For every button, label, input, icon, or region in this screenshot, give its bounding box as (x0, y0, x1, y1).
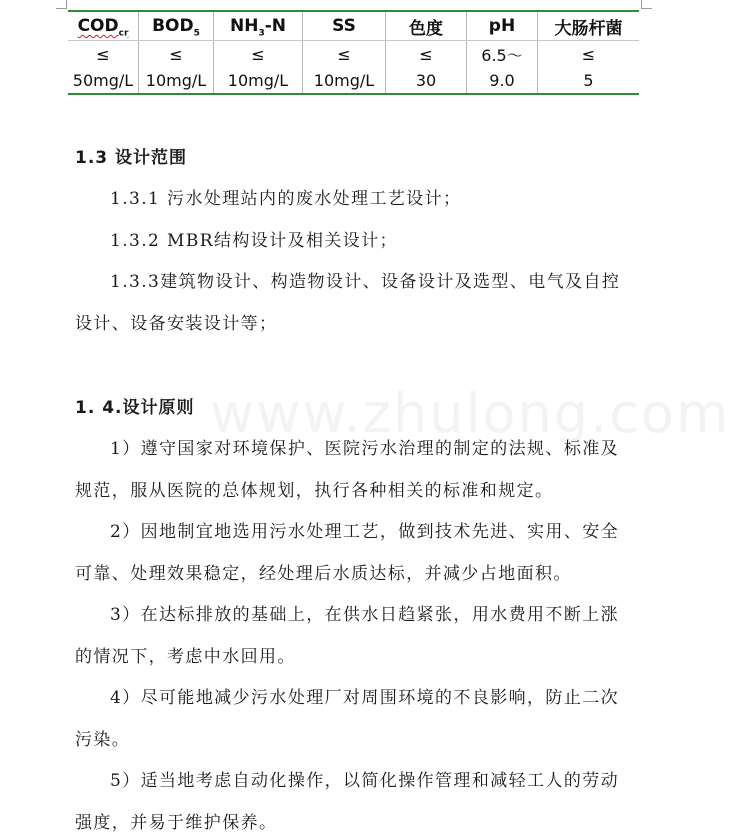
table-cell: ≤ (139, 41, 214, 68)
principle-5-line2: 强度，并易于维护保养。 (75, 813, 278, 833)
principle-4-line1: 4）尽可能地减少污水处理厂对周围环境的不良影响，防止二次 (110, 688, 620, 708)
table-cell: ≤ (214, 41, 303, 68)
principle-2-line2: 可靠、处理效果稳定，经处理后水质达标，并减少占地面积。 (75, 564, 572, 584)
scope-item-3-line1: 1.3.3建筑物设计、构造物设计、设备设计及选型、电气及自控 (110, 272, 621, 292)
table-cell: 30 (386, 67, 467, 94)
table-cell: 10mg/L (214, 67, 303, 94)
scope-item-2: 1.3.2 MBR结构设计及相关设计； (110, 231, 398, 251)
table-cell: 5 (538, 67, 640, 94)
table-cell: ≤ (386, 41, 467, 68)
principle-5-line1: 5）适当地考虑自动化操作，以简化操作管理和减轻工人的劳动 (110, 771, 620, 791)
section-heading-design-scope: 1.3 设计范围 (75, 148, 188, 168)
principle-1-line2: 规范，服从医院的总体规划，执行各种相关的标准和规定。 (75, 481, 554, 501)
principle-1-line1: 1）遵守国家对环境保护、医院污水治理的制定的法规、标准及 (110, 439, 620, 459)
page-corner-mark-right (641, 0, 652, 9)
table-cell: ≤ (303, 41, 386, 68)
header-bod: $BOD_5$ (139, 11, 214, 41)
table-cell: 6.5～ (467, 41, 538, 68)
header-ph: pH (467, 11, 538, 41)
table-cell: 50mg/L (72, 70, 134, 90)
table-cell: 9.0 (467, 67, 538, 94)
header-coliform: 大肠杆菌 (538, 11, 640, 41)
table-header-row (68, 11, 639, 41)
principle-4-line2: 污染。 (75, 730, 131, 750)
table-cell: 10mg/L (139, 67, 214, 94)
principle-3-line2: 的情况下，考虑中水回用。 (75, 647, 296, 667)
principle-2-line1: 2）因地制宜地选用污水处理工艺，做到技术先进、实用、安全 (110, 522, 620, 542)
table-cell: ≤ (96, 44, 110, 64)
table-cell: 10mg/L (303, 67, 386, 94)
section-heading-design-principles: 1. 4.设计原则 (75, 398, 195, 418)
table-row (68, 67, 639, 94)
header-cod: $COD_{cr}$ (68, 11, 139, 41)
watermark: www.zhulong.com (210, 382, 731, 445)
principle-3-line1: 3）在达标排放的基础上，在供水日趋紧张，用水费用不断上涨 (110, 605, 620, 625)
scope-item-3-line2: 设计、设备安装设计等； (75, 314, 278, 334)
table-row (68, 41, 639, 68)
header-nh3n: $NH_3-N$ (214, 11, 303, 41)
page-corner-mark-left (56, 0, 67, 9)
table-cell: ≤ (538, 41, 640, 68)
discharge-standard-table (68, 10, 639, 95)
scope-item-1: 1.3.1 污水处理站内的废水处理工艺设计； (110, 189, 462, 209)
header-ss: SS (303, 11, 386, 41)
header-color: 色度 (386, 11, 467, 41)
